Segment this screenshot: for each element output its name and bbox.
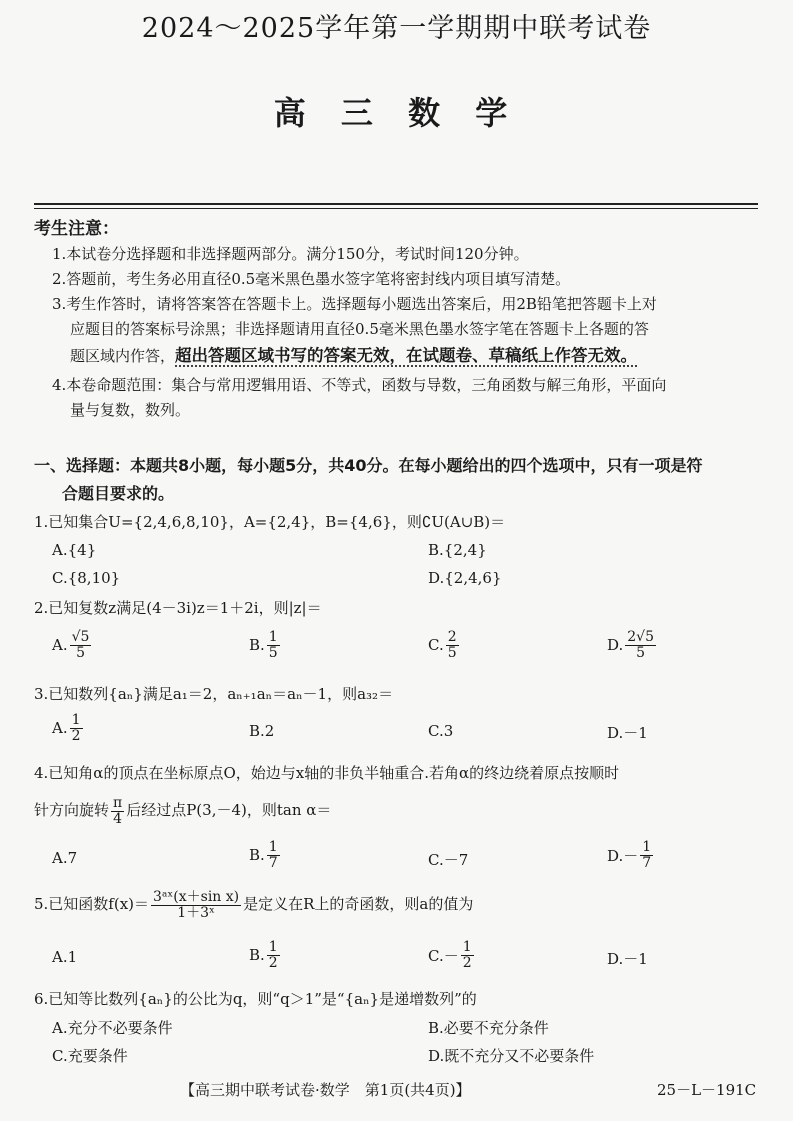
- q6-option-d: D.既不充分又不必要条件: [428, 1047, 595, 1065]
- q4-option-a: A.7: [52, 849, 78, 867]
- q4-stem-den: 4: [113, 810, 123, 827]
- q5-b-label: B.: [249, 946, 265, 965]
- subject-title: 高 三 数 学: [273, 94, 520, 132]
- notice-title: 考生注意：: [34, 219, 119, 239]
- q3-a-fraction: [70, 713, 83, 743]
- q4-d-den: 7: [642, 854, 652, 871]
- q4-stem-num: π: [113, 795, 123, 811]
- q5-b-den: 2: [268, 954, 278, 971]
- q2-option-c: [428, 630, 461, 660]
- q3-option-a: [52, 713, 85, 743]
- q3-a-num: 1: [71, 712, 81, 728]
- section-1-heading-cont: 合题目要求的。: [62, 484, 175, 503]
- q5-c-den: 2: [462, 954, 472, 971]
- question-5-stem: [34, 890, 473, 920]
- q2-b-num: 1: [268, 629, 278, 645]
- q2-c-label: C.: [428, 636, 444, 655]
- notice-line-2: 2.答题前，考生务必用直径0.5毫米黑色墨水签字笔将密封线内项目填写清楚。: [52, 270, 571, 288]
- q4-d-num: 1: [642, 839, 652, 855]
- q2-a-num: √5: [71, 629, 90, 645]
- q3-a-den: 2: [71, 727, 81, 744]
- q4-b-num: 1: [268, 839, 278, 855]
- q2-a-den: 5: [76, 644, 85, 661]
- question-1-stem: 1.已知集合U={2,4,6,8,10}，A={2,4}，B={4,6}，则∁U(A∪B)＝: [34, 513, 506, 531]
- q6-option-b: B.必要不充分条件: [428, 1019, 549, 1037]
- notice-line-4b: 量与复数，数列。: [70, 401, 191, 419]
- q2-d-label: D.: [607, 636, 624, 655]
- q2-option-b: [249, 630, 282, 660]
- question-4-stem-line1: 4.已知角α的顶点在坐标原点O，始边与x轴的非负半轴重合.若角α的终边绕着原点按顺时: [34, 764, 620, 782]
- notice-line-1: 1.本试卷分选择题和非选择题两部分。满分150分，考试时间120分钟。: [52, 245, 529, 263]
- q3-a-label: A.: [52, 719, 68, 738]
- q5-c-num: 1: [462, 939, 472, 955]
- q1-option-b: B.{2,4}: [428, 541, 487, 559]
- q5-c-fraction: [461, 940, 474, 970]
- notice-line-4: 4.本卷命题范围：集合与常用逻辑用语、不等式，函数与导数，三角函数与解三角形，平面向: [52, 376, 667, 394]
- q2-b-fraction: [267, 630, 280, 660]
- question-3-stem: 3.已知数列{aₙ}满足a₁＝2，aₙ₊₁aₙ＝aₙ－1，则a₃₂＝: [34, 685, 394, 703]
- q5-option-d: D.－1: [607, 950, 648, 968]
- q5-c-label: C.－: [428, 946, 459, 965]
- section-1-heading: 一、选择题：本题共8小题，每小题5分，共40分。在每小题给出的四个选项中，只有一项是符: [34, 456, 703, 475]
- notice-line-3: 3.考生作答时，请将答案答在答题卡上。选择题每小题选出答案后，用2B铅笔把答题卡上对: [52, 295, 657, 313]
- q4-b-den: 7: [268, 854, 278, 871]
- q2-b-den: 5: [268, 644, 278, 661]
- q4-d-fraction: [640, 840, 653, 870]
- q5-option-a: A.1: [52, 948, 78, 966]
- q2-b-label: B.: [249, 636, 265, 655]
- question-4-stem-line2: [34, 796, 331, 826]
- exam-title: 2024～2025学年第一学期期中联考试卷: [141, 13, 652, 44]
- q1-option-a: A.{4}: [52, 541, 97, 559]
- q4-option-c: C.－7: [428, 851, 469, 869]
- q4-d-label: D.－: [607, 846, 639, 865]
- q4-b-fraction: [267, 840, 280, 870]
- notice-line-3c: [70, 342, 637, 366]
- q5-stem-post: 是定义在R上的奇函数，则a的值为: [243, 895, 474, 914]
- question-2-stem: 2.已知复数z满足(4－3i)z＝1＋2i，则|z|＝: [34, 599, 322, 617]
- q3-option-b: B.2: [249, 722, 275, 740]
- q4-stem-fraction: [111, 796, 124, 826]
- q3-option-d: D.－1: [607, 724, 648, 742]
- q4-option-d: [607, 840, 655, 870]
- q1-option-c: C.{8,10}: [52, 569, 121, 587]
- q4-option-b: [249, 840, 282, 870]
- notice-line-3c-text: 题区域内作答，: [70, 347, 176, 365]
- q4-stem-post: 后经过点P(3,－4)，则tan α＝: [126, 801, 332, 820]
- q2-c-num: 2: [447, 629, 457, 645]
- footer-title: 【高三期中联考试卷·数学 第1页(共4页)】: [180, 1081, 471, 1099]
- q2-c-den: 5: [447, 644, 457, 661]
- q2-d-den: 5: [636, 644, 646, 661]
- q5-stem-fraction: [151, 890, 241, 920]
- q2-a-label: A.: [52, 636, 68, 655]
- q6-option-c: C.充要条件: [52, 1047, 128, 1065]
- q4-stem-pre: 针方向旋转: [34, 801, 110, 820]
- question-6-stem: 6.已知等比数列{aₙ}的公比为q，则“q＞1”是“{aₙ}是递增数列”的: [34, 990, 477, 1008]
- q5-stem-den: 1＋3ˣ: [177, 904, 215, 921]
- q4-b-label: B.: [249, 846, 265, 865]
- q2-d-num: 2√5: [627, 629, 655, 645]
- q5-stem-num: 3ᵃˣ(x＋sin x): [153, 889, 240, 905]
- q6-option-a: A.充分不必要条件: [52, 1019, 173, 1037]
- notice-line-3b: 应题目的答案标号涂黑；非选择题请用直径0.5毫米黑色墨水签字笔在答题卡上各题的答: [70, 320, 649, 338]
- q2-a-fraction: [70, 630, 92, 660]
- q1-option-d: D.{2,4,6}: [428, 569, 502, 587]
- q5-b-num: 1: [268, 939, 278, 955]
- q2-option-a: [52, 630, 93, 660]
- notice-emphasis: 超出答题区域书写的答案无效，在试题卷、草稿纸上作答无效。: [175, 346, 638, 365]
- q5-option-b: [249, 940, 282, 970]
- q2-option-d: [607, 630, 658, 660]
- header-rule-thick: [34, 203, 758, 205]
- header-rule-thin: [34, 208, 758, 209]
- q2-d-fraction: [625, 630, 656, 660]
- footer-code: 25－L－191C: [657, 1081, 757, 1099]
- q3-option-c: C.3: [428, 722, 454, 740]
- q2-c-fraction: [446, 630, 459, 660]
- q5-stem-pre: 5.已知函数f(x)＝: [34, 895, 150, 914]
- q5-option-c: [428, 940, 476, 970]
- q5-b-fraction: [267, 940, 280, 970]
